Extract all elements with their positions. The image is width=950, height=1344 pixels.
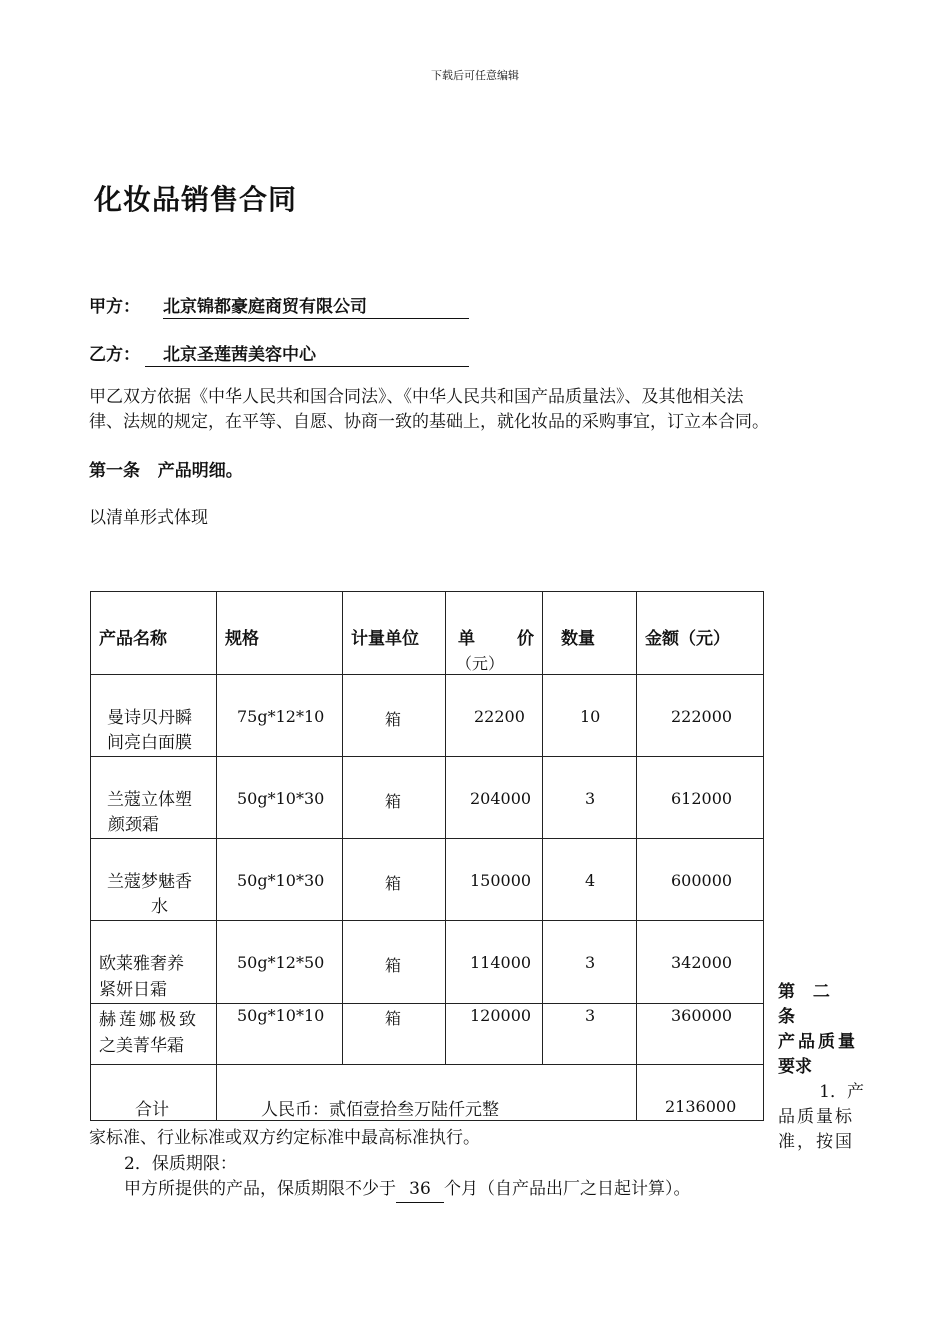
product-name xyxy=(91,839,216,920)
article2-heading-3: 要求 xyxy=(778,1057,812,1077)
product-unit: 箱 xyxy=(385,792,402,811)
table-total-row xyxy=(91,1065,764,1121)
shelf-life-prefix: 甲方所提供的产品，保质期限不少于 xyxy=(124,1179,396,1199)
intro-line-2: 律、法规的规定，在平等、自愿、协商一致的基础上，就化妆品的采购事宜，订立本合同。 xyxy=(89,412,769,432)
product-name-line-2: 颜颈霜 xyxy=(108,815,159,835)
product-name xyxy=(91,921,216,1003)
col-header-spec: 规格 xyxy=(225,629,259,649)
product-name-line-1: 赫莲娜极致 xyxy=(99,1010,199,1030)
party-a-label: 甲方： xyxy=(89,297,140,317)
product-price: 22200 xyxy=(474,707,525,726)
product-name-line-1: 欧莱雅奢养 xyxy=(99,954,184,974)
product-name-line-1: 兰蔻梦魅香 xyxy=(107,872,192,892)
article2-item1-part3: 准，按国 xyxy=(778,1132,854,1152)
product-price: 120000 xyxy=(470,1006,532,1025)
party-a-value: 北京锦都豪庭商贸有限公司 xyxy=(163,292,469,319)
col-header-name: 产品名称 xyxy=(99,629,167,649)
product-spec: 50g*10*30 xyxy=(237,871,325,890)
product-unit: 箱 xyxy=(385,874,402,893)
article2-item1-part1: 1．产 xyxy=(819,1082,864,1102)
product-name-line-2: 之美菁华霜 xyxy=(99,1036,184,1056)
article2-item2: 2．保质期限： xyxy=(124,1154,237,1174)
product-name-line-1: 兰蔻立体塑 xyxy=(107,790,192,810)
product-price: 204000 xyxy=(470,789,532,808)
col-header-unit: 计量单位 xyxy=(351,629,419,649)
table-row xyxy=(91,839,764,921)
article2-side xyxy=(778,980,864,1155)
product-amount: 612000 xyxy=(671,789,733,808)
product-amount: 342000 xyxy=(671,953,733,972)
table-row xyxy=(91,675,764,757)
header-note: 下载后可任意编辑 xyxy=(431,69,519,82)
product-amount: 222000 xyxy=(671,707,733,726)
product-qty: 3 xyxy=(585,953,596,972)
shelf-life-suffix: 个月（自产品出厂之日起计算）。 xyxy=(444,1179,691,1199)
article2-heading-1 xyxy=(778,980,864,1030)
article1-heading: 第一条 产品明细。 xyxy=(89,461,243,481)
product-name-line-2: 水 xyxy=(151,897,168,917)
product-table xyxy=(90,591,764,1121)
product-price: 150000 xyxy=(470,871,532,890)
shelf-life-value: 36 xyxy=(396,1177,444,1203)
product-price: 114000 xyxy=(470,953,532,972)
product-name-line-2: 间亮白面膜 xyxy=(107,733,192,753)
party-a xyxy=(89,292,489,318)
product-spec: 50g*10*10 xyxy=(237,1006,325,1025)
product-name xyxy=(91,1004,216,1059)
table-row xyxy=(91,1004,764,1065)
shelf-life-line xyxy=(124,1177,691,1203)
intro-paragraph xyxy=(89,385,879,435)
party-b-label: 乙方： xyxy=(89,345,140,365)
product-name-line-1: 曼诗贝丹瞬 xyxy=(107,708,192,728)
table-row xyxy=(91,921,764,1004)
col-header-price-2: 价 xyxy=(517,629,534,649)
article2-heading-2: 产品质量 xyxy=(778,1032,858,1052)
col-header-amount: 金额（元） xyxy=(645,629,730,649)
col-header-price-3: （元） xyxy=(456,654,505,673)
product-amount: 360000 xyxy=(671,1006,733,1025)
product-unit: 箱 xyxy=(385,710,402,729)
party-b xyxy=(89,340,489,366)
product-spec: 75g*12*10 xyxy=(237,707,325,726)
product-amount: 600000 xyxy=(671,871,733,890)
total-amount: 2136000 xyxy=(665,1097,737,1116)
total-label: 合计 xyxy=(135,1100,169,1120)
table-header-row xyxy=(91,592,764,675)
product-name-line-2: 紧妍日霜 xyxy=(99,980,167,1000)
product-spec: 50g*12*50 xyxy=(237,953,325,972)
party-b-value: 北京圣莲茜美容中心 xyxy=(145,340,469,367)
product-name xyxy=(91,675,216,756)
article2-heading-1-text: 第 二 条 xyxy=(778,982,830,1027)
total-amount-words: 人民币：贰佰壹拾叁万陆仟元整 xyxy=(261,1100,499,1120)
table-row xyxy=(91,757,764,839)
product-spec: 50g*10*30 xyxy=(237,789,325,808)
article2-item1-part2: 品质量标 xyxy=(778,1107,854,1127)
product-qty: 4 xyxy=(585,871,596,890)
col-header-qty: 数量 xyxy=(561,629,595,649)
col-header-price-1: 单 xyxy=(458,629,475,649)
intro-line-1: 甲乙双方依据《中华人民共和国合同法》、《中华人民共和国产品质量法》、及其他相关法 xyxy=(89,387,744,407)
article2-item1-continuation: 家标准、行业标准或双方约定标准中最高标准执行。 xyxy=(89,1128,480,1148)
product-qty: 3 xyxy=(585,789,596,808)
product-unit: 箱 xyxy=(385,956,402,975)
product-qty: 10 xyxy=(580,707,601,726)
document-title: 化妆品销售合同 xyxy=(94,183,298,216)
product-unit: 箱 xyxy=(385,1009,402,1028)
col-header-price xyxy=(446,592,542,649)
product-name xyxy=(91,757,216,838)
article1-note: 以清单形式体现 xyxy=(89,508,208,528)
product-qty: 3 xyxy=(585,1006,596,1025)
